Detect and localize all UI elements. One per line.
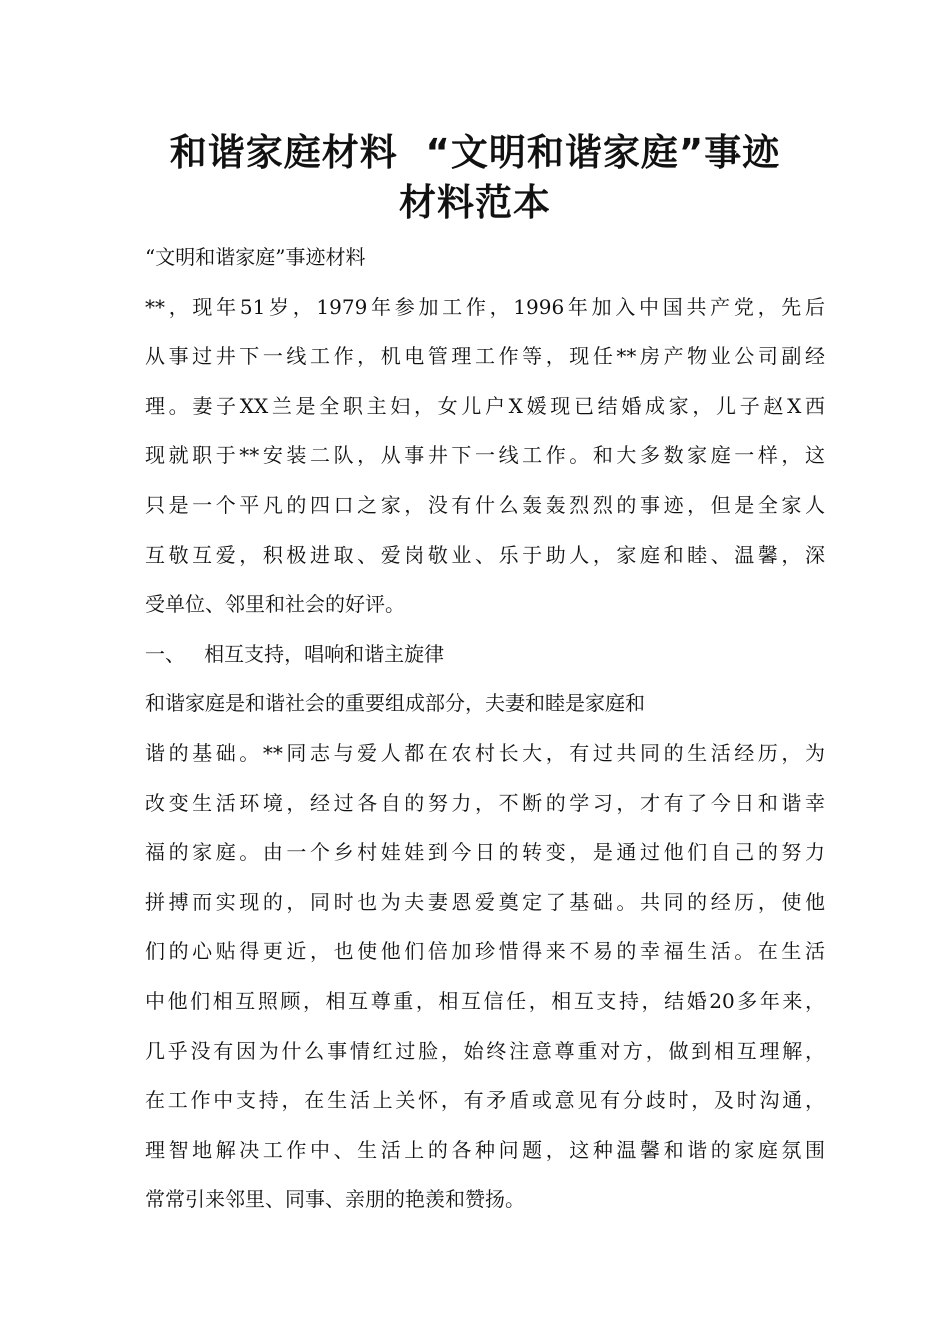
body-line: 和谐家庭是和谐社会的重要组成部分，夫妻和睦是家庭和 [145, 691, 645, 716]
section-heading: 一、 相互支持，唱响和谐主旋律 [145, 641, 445, 666]
body-line: 改变生活环境，经过各自的努力，不断的学习，才有了今日和谐幸 [145, 790, 825, 815]
body-line: 几乎没有因为什么事情红过脸，始终注意尊重对方，做到相互理解， [145, 1038, 825, 1063]
body-line: 理。妻子XX兰是全职主妇，女儿户X媛现已结婚成家，儿子赵X西 [145, 393, 825, 418]
title-line-1: 和谐家庭材料 “文明和谐家庭”事迹 [169, 131, 781, 174]
document-subtitle: “文明和谐家庭”事迹材料 [145, 245, 366, 269]
body-line: 从事过井下一线工作，机电管理工作等，现任**房产物业公司副经 [145, 344, 825, 369]
body-line: **，现年51岁，1979年参加工作，1996年加入中国共产党，先后 [145, 294, 825, 319]
body-line: 福的家庭。由一个乡村娃娃到今日的转变，是通过他们自己的努力 [145, 840, 825, 865]
document-body [145, 233, 825, 1225]
body-line: 中他们相互照顾，相互尊重，相互信任，相互支持，结婚20多年来， [145, 988, 825, 1013]
body-line: 谐的基础。**同志与爱人都在农村长大，有过共同的生活经历，为 [145, 740, 825, 765]
body-line: 受单位、邻里和社会的好评。 [145, 592, 405, 617]
document-title [100, 128, 850, 228]
body-line: 现就职于**安装二队，从事井下一线工作。和大多数家庭一样，这 [145, 443, 825, 468]
body-line: 只是一个平凡的四口之家，没有什么轰轰烈烈的事迹，但是全家人 [145, 492, 825, 517]
body-line: 在工作中支持，在生活上关怀，有矛盾或意见有分歧时，及时沟通， [145, 1088, 825, 1113]
title-line-2: 材料范本 [399, 181, 551, 224]
body-line: 互敬互爱，积极进取、爱岗敬业、乐于助人，家庭和睦、温馨，深 [145, 542, 825, 567]
body-line: 理智地解决工作中、生活上的各种问题，这种温馨和谐的家庭氛围 [145, 1137, 825, 1162]
body-line: 拼搏而实现的，同时也为夫妻恩爱奠定了基础。共同的经历，使他 [145, 889, 825, 914]
body-line: 常常引来邻里、同事、亲朋的艳羡和赞扬。 [145, 1187, 525, 1212]
body-line: 们的心贴得更近，也使他们倍加珍惜得来不易的幸福生活。在生活 [145, 939, 825, 964]
